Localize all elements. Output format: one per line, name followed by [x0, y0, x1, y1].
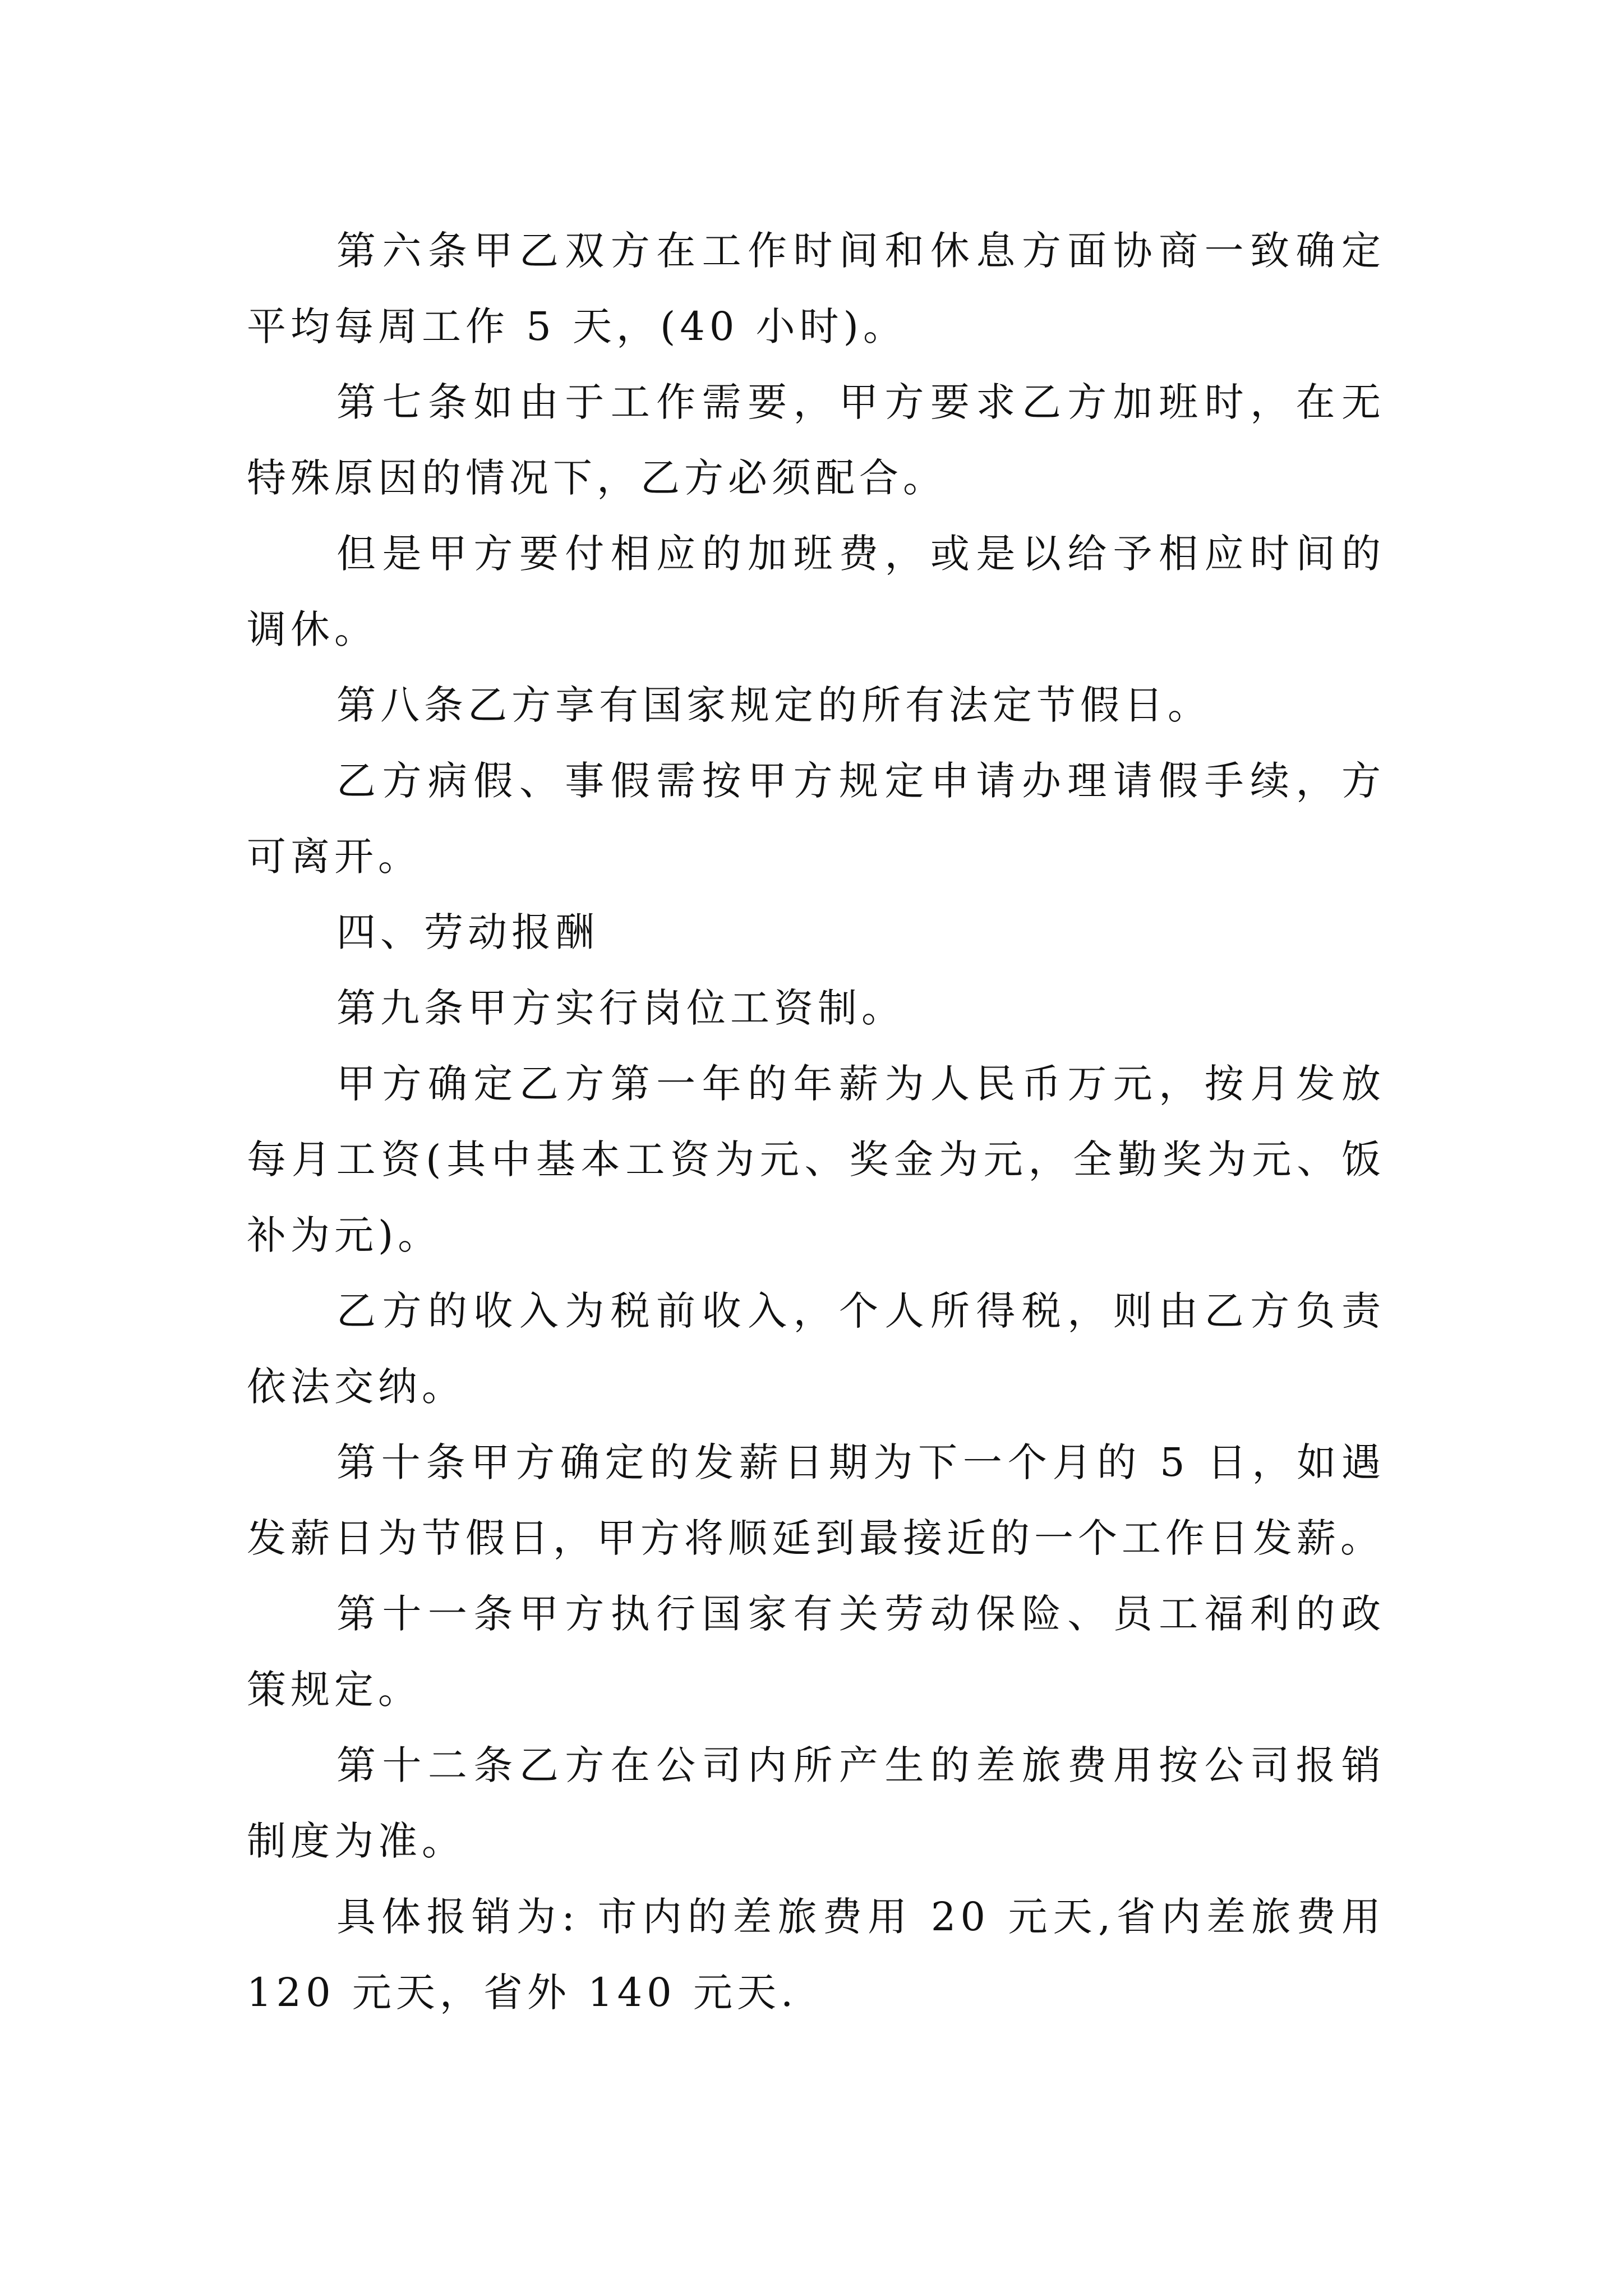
paragraph-article-8: 第八条乙方享有国家规定的所有法定节假日。 [336, 682, 1211, 728]
section-heading-remuneration: 四、劳动报酬 [336, 909, 599, 955]
paragraph-leave-procedure: 乙方病假、事假需按甲方规定申请办理请假手续，方可离开。 [247, 758, 1385, 880]
paragraph-article-10: 第十条甲方确定的发薪日期为下一个月的 5 日，如遇发薪日为节假日，甲方将顺延到最接近的一个工作日发薪。 [247, 1439, 1385, 1561]
paragraph-article-11: 第十一条甲方执行国家有关劳动保险、员工福利的政策规定。 [247, 1591, 1385, 1713]
paragraph-overtime-pay: 但是甲方要付相应的加班费，或是以给予相应时间的调休。 [247, 531, 1385, 652]
paragraph-article-7: 第七条如由于工作需要，甲方要求乙方加班时，在无特殊原因的情况下，乙方必须配合。 [247, 379, 1385, 501]
paragraph-article-6: 第六条甲乙双方在工作时间和休息方面协商一致确定平均每周工作 5 天，(40 小时)。 [247, 228, 1385, 349]
paragraph-article-9: 第九条甲方实行岗位工资制。 [336, 985, 905, 1031]
document-body [247, 213, 1385, 2031]
paragraph-article-12: 第十二条乙方在公司内所产生的差旅费用按公司报销制度为准。 [247, 1742, 1385, 1864]
paragraph-annual-salary: 甲方确定乙方第一年的年薪为人民币万元，按月发放每月工资(其中基本工资为元、奖金为元，全勤奖为元、饭补为元)。 [247, 1061, 1385, 1258]
paragraph-travel-reimbursement: 具体报销为: 市内的差旅费用 20 元天,省内差旅费用 120 元天，省外 140 元天. [247, 1894, 1385, 2016]
paragraph-income-tax: 乙方的收入为税前收入，个人所得税，则由乙方负责依法交纳。 [247, 1288, 1385, 1410]
